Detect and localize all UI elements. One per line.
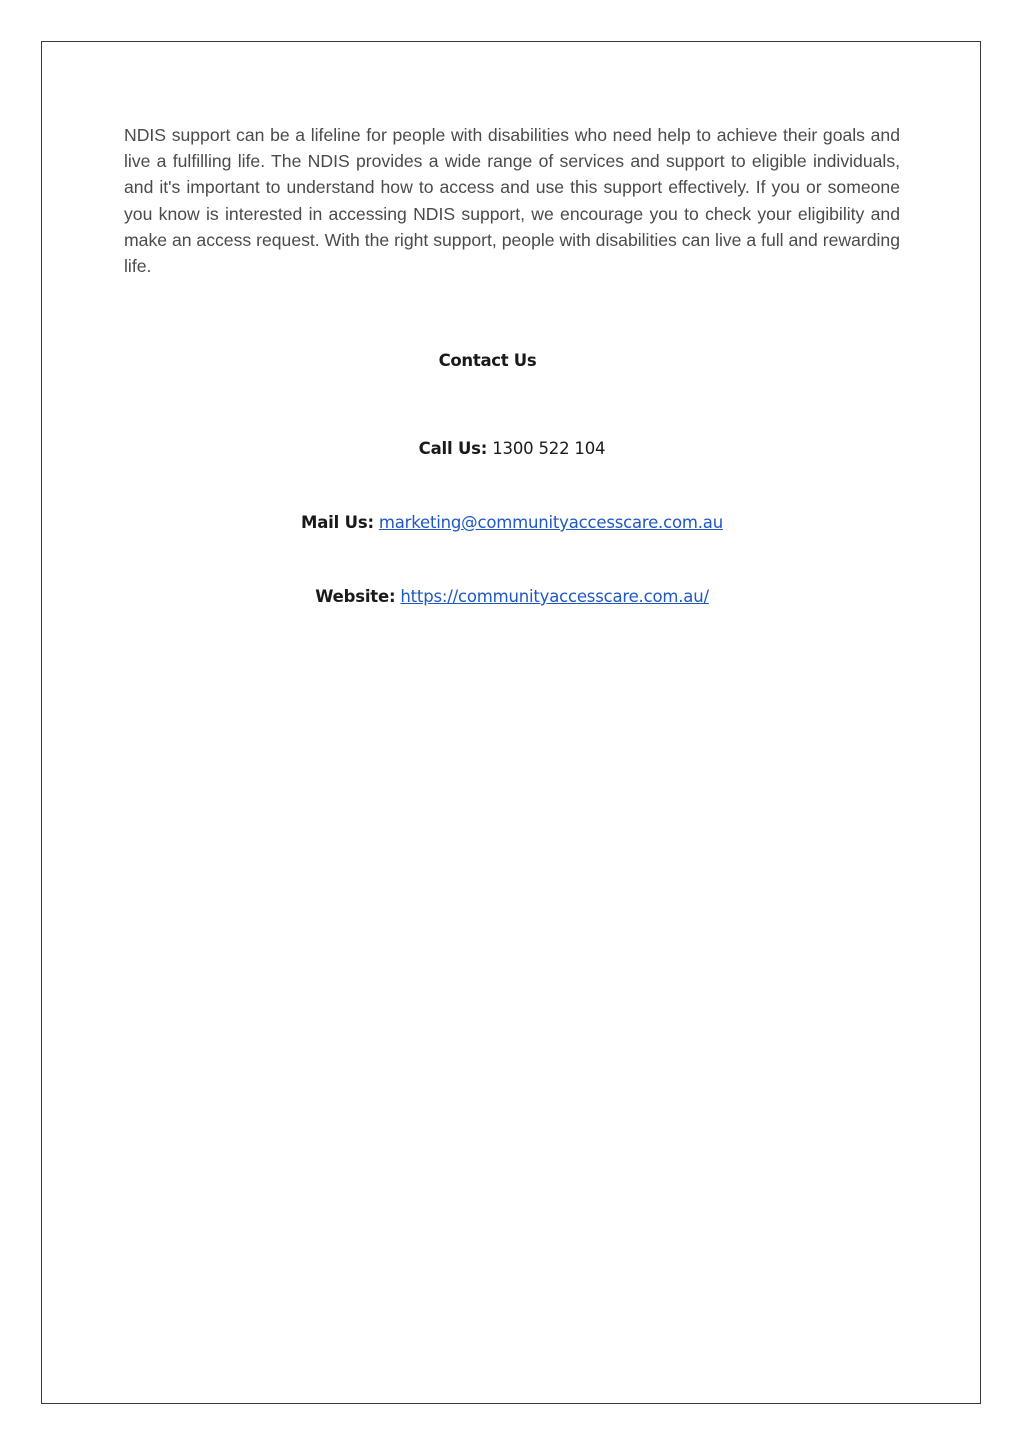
website-line <box>0 587 1024 606</box>
email-link[interactable]: marketing@communityaccesscare.com.au <box>378 513 723 532</box>
call-us-label: Call Us: <box>418 439 488 458</box>
mail-us-line <box>0 513 1024 532</box>
contact-heading: Contact Us <box>438 351 537 370</box>
website-link[interactable]: https://communityaccesscare.com.au/ <box>400 587 709 606</box>
mail-us-label: Mail Us: <box>301 513 374 532</box>
phone-number: 1300 522 104 <box>492 439 606 458</box>
intro-paragraph: NDIS support can be a lifeline for people with disabilities who need help to achieve their goals and live a fulfilling life. The NDIS provides a wide range of services and support to eligible individuals, and it's important to understand how to access and use this support effectively. If you or someone you know is interested in accessing NDIS support, we encourage you to check your eligibility and make an access request. With the right support, people with disabilities can live a full and rewarding life. <box>124 125 900 277</box>
call-us-line <box>0 439 1024 458</box>
website-label: Website: <box>315 587 396 606</box>
